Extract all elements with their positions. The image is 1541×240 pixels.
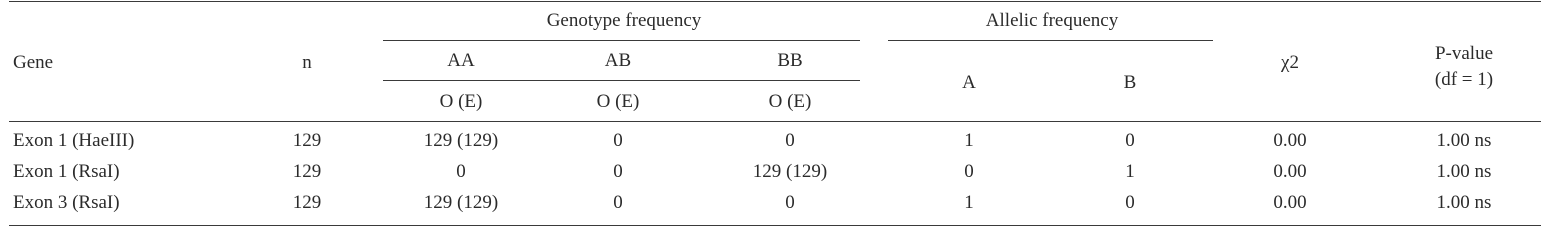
row-3-allele-b: 0 [1125, 192, 1135, 213]
row-2-gene: Exon 1 (RsaI) [13, 161, 120, 182]
header-allelic-frequency: Allelic frequency [985, 10, 1119, 31]
header-bottom-rule [9, 121, 1541, 122]
row-3-aa: 129 (129) [423, 192, 499, 213]
row-2-bb: 129 (129) [752, 161, 828, 182]
header-oe-aa: O (E) [439, 91, 483, 112]
header-allele-a: A [962, 72, 976, 93]
row-2-n: 129 [292, 161, 322, 182]
row-1-allele-b: 0 [1125, 130, 1135, 151]
header-p-value-label: P-value [1434, 43, 1494, 64]
row-3-ab: 0 [613, 192, 623, 213]
row-2-ab: 0 [613, 161, 623, 182]
row-2-allele-a: 0 [964, 161, 974, 182]
table-bottom-rule [9, 225, 1541, 226]
genotype-group-rule [383, 40, 860, 41]
row-1-n: 129 [292, 130, 322, 151]
header-oe-ab: O (E) [596, 91, 640, 112]
header-allele-b: B [1123, 72, 1137, 93]
row-1-allele-a: 1 [964, 130, 974, 151]
row-1-aa: 129 (129) [423, 130, 499, 151]
header-genotype-frequency: Genotype frequency [546, 10, 702, 31]
row-3-gene: Exon 3 (RsaI) [13, 192, 120, 213]
row-3-bb: 0 [785, 192, 795, 213]
row-1-bb: 0 [785, 130, 795, 151]
row-1-ab: 0 [613, 130, 623, 151]
header-chi-square: χ2 [1281, 52, 1299, 73]
row-2-allele-b: 1 [1125, 161, 1135, 182]
genotype-subheader-rule [383, 80, 860, 81]
row-1-chi-square: 0.00 [1273, 130, 1307, 151]
allelic-group-rule [888, 40, 1213, 41]
row-2-aa: 0 [456, 161, 466, 182]
header-oe-bb: O (E) [768, 91, 812, 112]
row-2-p-value: 1.00 ns [1436, 161, 1492, 182]
header-genotype-ab: AB [604, 50, 632, 71]
row-1-p-value: 1.00 ns [1436, 130, 1492, 151]
row-1-gene: Exon 1 (HaeIII) [13, 130, 135, 151]
header-p-value-df: (df = 1) [1434, 69, 1494, 90]
header-gene: Gene [13, 52, 54, 73]
row-2-chi-square: 0.00 [1273, 161, 1307, 182]
row-3-chi-square: 0.00 [1273, 192, 1307, 213]
row-3-allele-a: 1 [964, 192, 974, 213]
row-3-n: 129 [292, 192, 322, 213]
header-genotype-bb: BB [777, 50, 803, 71]
header-genotype-aa: AA [447, 50, 475, 71]
header-p-value [1435, 41, 1493, 93]
table-top-rule [9, 1, 1541, 2]
row-3-p-value: 1.00 ns [1436, 192, 1492, 213]
header-n: n [302, 52, 312, 73]
